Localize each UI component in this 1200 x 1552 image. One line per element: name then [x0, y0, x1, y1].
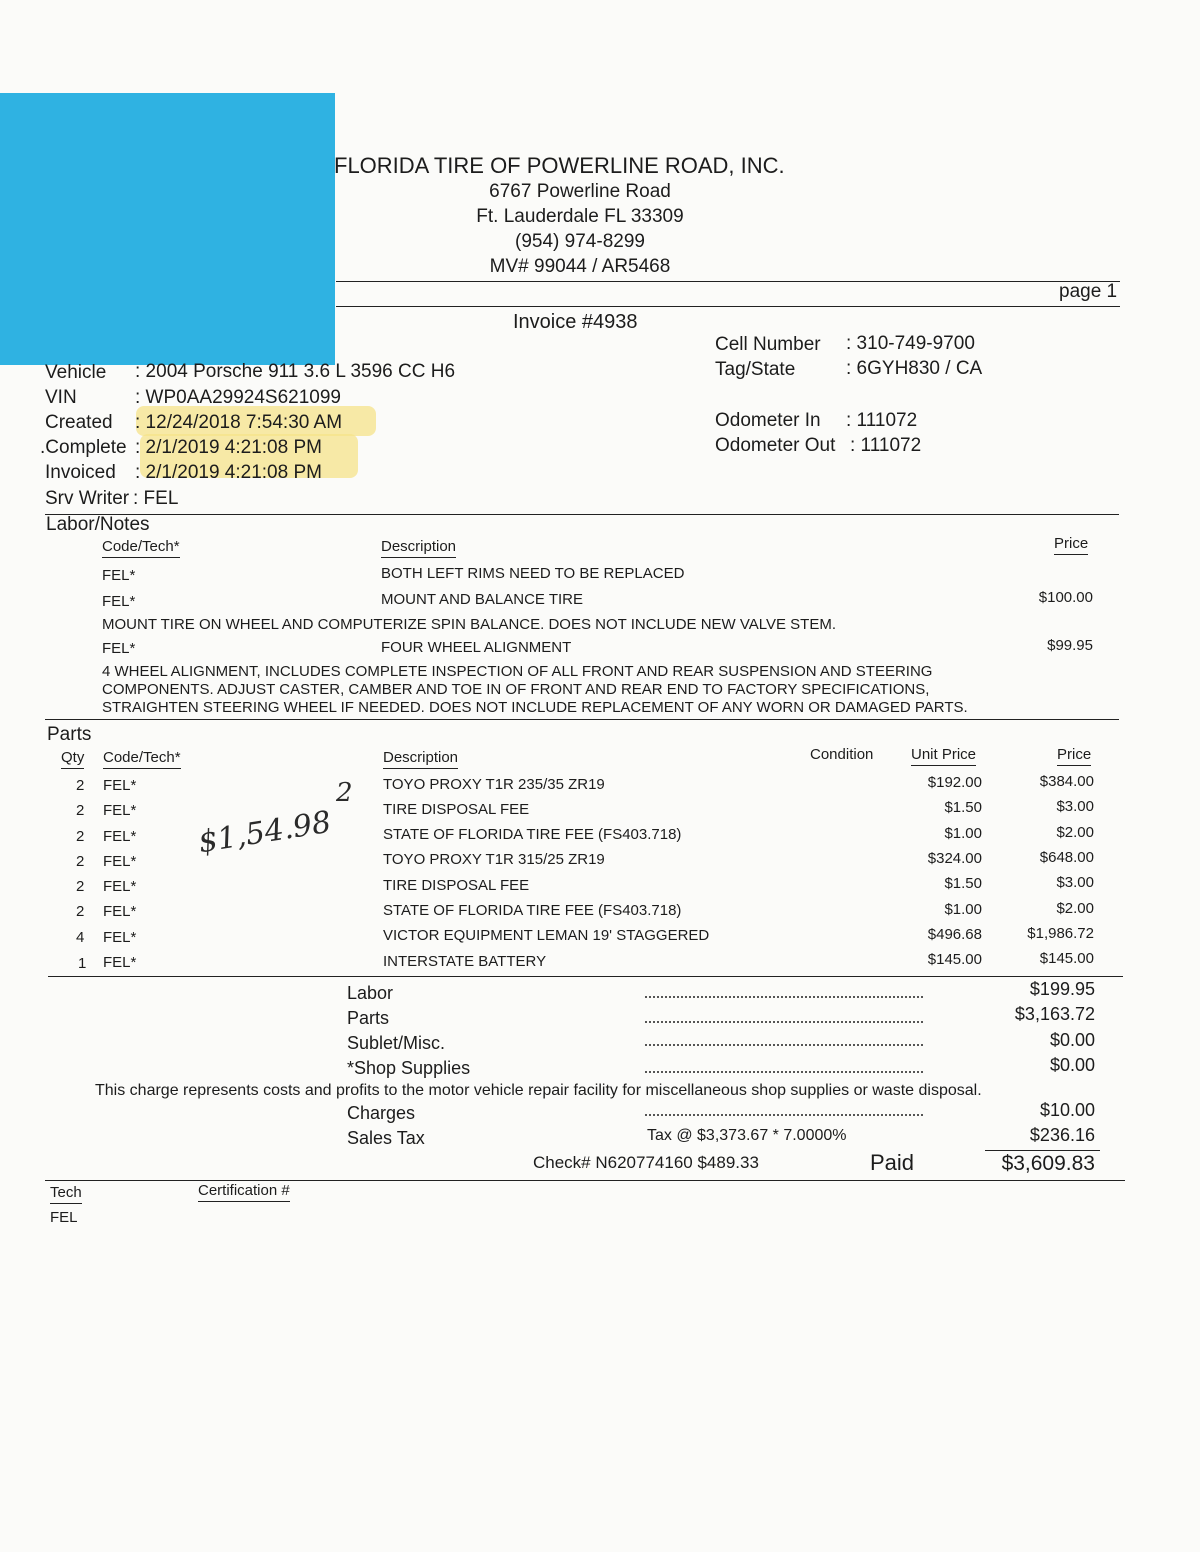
total-label: Parts: [347, 1008, 390, 1028]
parts-description: VICTOR EQUIPMENT LEMAN 19' STAGGERED: [383, 927, 710, 944]
shop-license: MV# 99044 / AR5468: [489, 256, 671, 277]
labor-header-code: Code/Tech*: [102, 538, 180, 558]
parts-code: FEL*: [103, 853, 137, 870]
shop-address-line2: Ft. Lauderdale FL 33309: [476, 206, 684, 227]
parts-header-condition: Condition: [810, 746, 874, 763]
parts-header-qty: Qty: [61, 749, 84, 769]
field-label: Cell Number: [715, 334, 821, 355]
field-value: : 2/1/2019 4:21:08 PM: [135, 462, 322, 483]
labor-code: FEL*: [102, 640, 136, 657]
field-label: VIN: [45, 387, 77, 408]
parts-price: $1,986.72: [1027, 925, 1094, 942]
field-label: Tag/State: [715, 359, 796, 380]
parts-description: TIRE DISPOSAL FEE: [383, 877, 530, 894]
footer-certification-label: Certification #: [198, 1182, 290, 1202]
leader-dots: [645, 1044, 923, 1046]
parts-qty: 2: [76, 828, 85, 845]
labor-note: STRAIGHTEN STEERING WHEEL IF NEEDED. DOES NOT INCLUDE REPLACEMENT OF ANY WORN OR DAMAGED PARTS.: [102, 699, 968, 716]
field-label: .Complete: [40, 437, 127, 458]
parts-price: $2.00: [1056, 824, 1094, 841]
header-rule-bottom: [336, 306, 1120, 307]
shop-name: FLORIDA TIRE OF POWERLINE ROAD, INC.: [334, 153, 785, 178]
field-label: Created: [45, 412, 113, 433]
charges-value: $10.00: [1039, 1100, 1095, 1120]
shop-address-line1: 6767 Powerline Road: [489, 181, 671, 202]
sales-tax-value: $236.16: [1029, 1125, 1095, 1145]
page-number: page 1: [1059, 281, 1118, 302]
total-label: Sublet/Misc.: [347, 1033, 446, 1053]
parts-section-title: Parts: [47, 724, 92, 745]
total-value: $0.00: [1049, 1055, 1095, 1075]
sticky-note-redaction: [0, 93, 335, 365]
parts-unit-price: $145.00: [927, 951, 982, 968]
footer-tech-value: FEL: [50, 1209, 78, 1226]
total-value: $199.95: [1029, 979, 1095, 999]
parts-qty: 4: [76, 929, 85, 946]
labor-code: FEL*: [102, 567, 136, 584]
parts-qty: 1: [78, 955, 87, 972]
labor-code: FEL*: [102, 593, 136, 610]
labor-price: $99.95: [1047, 637, 1093, 654]
labor-note: COMPONENTS. ADJUST CASTER, CAMBER AND TOE IN OF FRONT AND REAR END TO FACTORY SPECIFICATIONS,: [102, 681, 930, 698]
field-value: : 12/24/2018 7:54:30 AM: [135, 412, 343, 433]
parts-unit-price: $1.50: [944, 799, 982, 816]
parts-code: FEL*: [103, 929, 137, 946]
parts-qty: 2: [76, 802, 85, 819]
labor-header-description: Description: [381, 538, 456, 558]
labor-price: $100.00: [1038, 589, 1093, 606]
parts-price: $3.00: [1056, 798, 1094, 815]
footer-rule: [45, 1180, 1125, 1181]
parts-price: $648.00: [1039, 849, 1094, 866]
parts-qty: 2: [76, 878, 85, 895]
parts-code: FEL*: [103, 802, 137, 819]
labor-header-price: Price: [1054, 535, 1088, 555]
labor-note: 4 WHEEL ALIGNMENT, INCLUDES COMPLETE INSPECTION OF ALL FRONT AND REAR SUSPENSION AND STEERING: [102, 663, 933, 680]
parts-description: STATE OF FLORIDA TIRE FEE (FS403.718): [383, 826, 682, 843]
labor-description: BOTH LEFT RIMS NEED TO BE REPLACED: [381, 565, 685, 582]
parts-unit-price: $192.00: [927, 774, 982, 791]
field-label: Invoiced: [45, 462, 116, 483]
total-value: $0.00: [1049, 1030, 1095, 1050]
parts-header-code: Code/Tech*: [103, 749, 181, 769]
parts-unit-price: $496.68: [927, 926, 982, 943]
shop-phone: (954) 974-8299: [515, 231, 645, 252]
parts-price: $145.00: [1039, 950, 1094, 967]
invoice-title: Invoice #4938: [513, 311, 638, 333]
charges-label: Charges: [347, 1103, 416, 1123]
parts-code: FEL*: [103, 878, 137, 895]
parts-description: INTERSTATE BATTERY: [383, 953, 547, 970]
sales-tax-detail: Tax @ $3,373.67 * 7.0000%: [647, 1127, 847, 1144]
parts-section-rule: [45, 719, 1119, 720]
total-value: $3,163.72: [1014, 1004, 1095, 1024]
parts-qty: 2: [76, 903, 85, 920]
sales-tax-label: Sales Tax: [347, 1128, 425, 1148]
parts-code: FEL*: [103, 903, 137, 920]
field-label: Odometer Out: [715, 435, 836, 456]
leader-dots: [645, 996, 923, 998]
labor-section-title: Labor/Notes: [46, 514, 150, 535]
leader-dots: [645, 1021, 923, 1023]
parts-description: STATE OF FLORIDA TIRE FEE (FS403.718): [383, 902, 682, 919]
labor-description: FOUR WHEEL ALIGNMENT: [381, 639, 572, 656]
parts-qty: 2: [76, 777, 85, 794]
field-value: : 111072: [846, 410, 918, 431]
parts-price: $3.00: [1056, 874, 1094, 891]
labor-section-rule: [45, 514, 1119, 515]
leader-dots: [645, 1114, 923, 1116]
field-value: : 2/1/2019 4:21:08 PM: [135, 437, 322, 458]
parts-code: FEL*: [103, 828, 137, 845]
parts-unit-price: $324.00: [927, 850, 982, 867]
parts-qty: 2: [76, 853, 85, 870]
total-label: Labor: [347, 983, 394, 1003]
parts-price: $384.00: [1039, 773, 1094, 790]
parts-unit-price: $1.00: [944, 825, 982, 842]
handwritten-note: $1,54.98: [196, 804, 334, 861]
field-label: Srv Writer: [45, 488, 130, 509]
parts-code: FEL*: [103, 954, 137, 971]
field-value: : WP0AA29924S621099: [135, 387, 341, 408]
shop-supplies-disclaimer: This charge represents costs and profits to the motor vehicle repair facility for miscellaneous shop supplies or waste disposal.: [95, 1082, 982, 1099]
field-label: Odometer In: [715, 410, 821, 431]
handwritten-mark: 2: [336, 778, 353, 808]
labor-note: MOUNT TIRE ON WHEEL AND COMPUTERIZE SPIN BALANCE. DOES NOT INCLUDE NEW VALVE STEM.: [102, 616, 837, 633]
field-value: : FEL: [133, 488, 179, 509]
labor-description: MOUNT AND BALANCE TIRE: [381, 591, 583, 608]
payment-status: Paid: [870, 1150, 915, 1175]
parts-header-description: Description: [383, 749, 458, 769]
parts-description: TIRE DISPOSAL FEE: [383, 801, 530, 818]
parts-code: FEL*: [103, 777, 137, 794]
field-value: : 111072: [850, 435, 922, 456]
grand-total: $3,609.83: [1001, 1152, 1095, 1175]
parts-description: TOYO PROXY T1R 235/35 ZR19: [383, 776, 605, 793]
total-label: *Shop Supplies: [347, 1058, 471, 1078]
totals-rule: [48, 976, 1123, 977]
parts-unit-price: $1.00: [944, 901, 982, 918]
leader-dots: [645, 1071, 923, 1073]
field-value: : 2004 Porsche 911 3.6 L 3596 CC H6: [135, 361, 456, 382]
field-label: Vehicle: [45, 362, 107, 383]
parts-price: $2.00: [1056, 900, 1094, 917]
field-value: : 310-749-9700: [846, 333, 975, 354]
parts-header-price: Price: [1057, 746, 1091, 766]
footer-tech-label: Tech: [50, 1184, 82, 1204]
grand-total-rule: [985, 1150, 1100, 1151]
field-value: : 6GYH830 / CA: [846, 358, 983, 379]
parts-description: TOYO PROXY T1R 315/25 ZR19: [383, 851, 605, 868]
check-number: Check# N620774160 $489.33: [533, 1153, 759, 1172]
parts-header-unit-price: Unit Price: [911, 746, 976, 766]
parts-unit-price: $1.50: [944, 875, 982, 892]
header-rule-top: [336, 281, 1120, 282]
